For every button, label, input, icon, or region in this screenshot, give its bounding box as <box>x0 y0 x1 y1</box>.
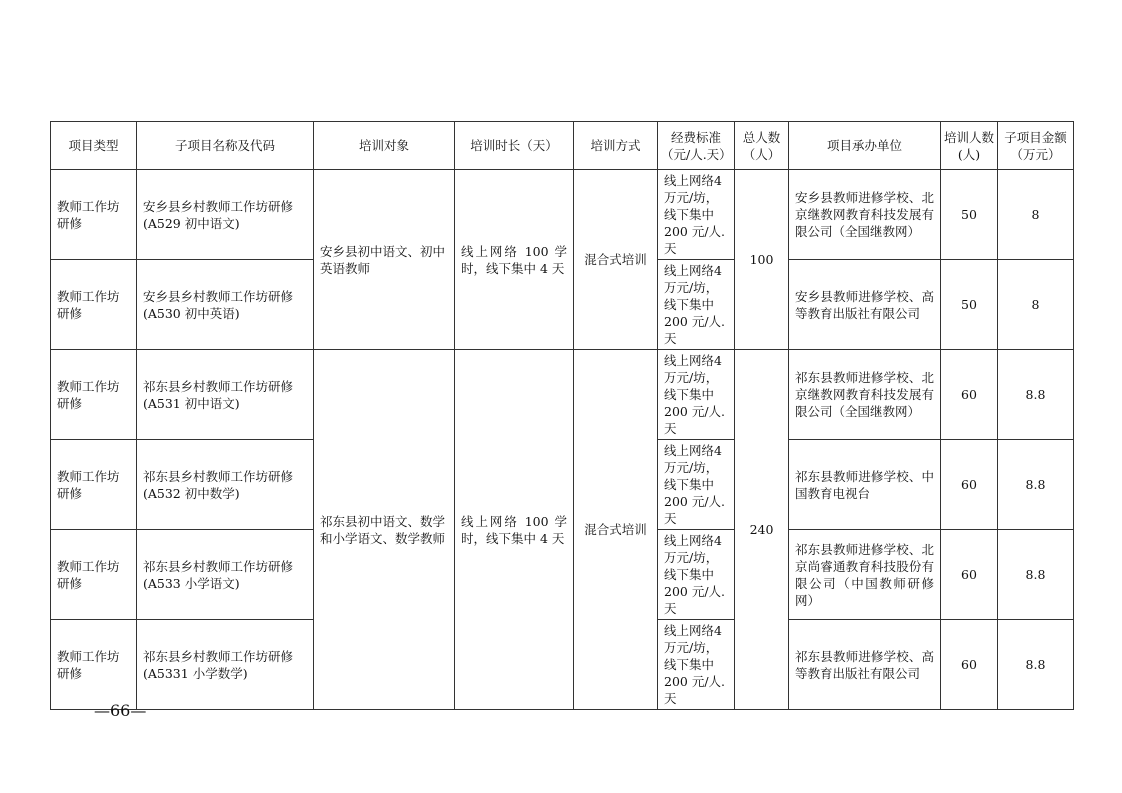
header-subproject-amount: 子项目金额（万元） <box>998 122 1074 170</box>
header-trainee-count: 培训人数(人) <box>941 122 998 170</box>
header-cost-standard: 经费标准（元/人.天） <box>658 122 735 170</box>
subproject-amount-cell: 8.8 <box>998 620 1074 710</box>
organizer-cell: 安乡县教师进修学校、北京继教网教育科技发展有限公司（全国继教网） <box>789 170 941 260</box>
header-training-duration: 培训时长（天） <box>455 122 574 170</box>
subproject-name-cell: 安乡县乡村教师工作坊研修(A530 初中英语) <box>137 260 314 350</box>
training-target-cell: 安乡县初中语文、初中英语教师 <box>314 170 455 350</box>
cost-standard-cell: 线上网络4万元/坊，线下集中 200 元/人.天 <box>658 350 735 440</box>
cost-standard-cell: 线上网络4万元/坊，线下集中 200 元/人.天 <box>658 260 735 350</box>
organizer-cell: 安乡县教师进修学校、高等教育出版社有限公司 <box>789 260 941 350</box>
page-number: —66— <box>94 701 147 720</box>
training-method-cell: 混合式培训 <box>574 170 658 350</box>
subproject-name-cell: 祁东县乡村教师工作坊研修(A533 小学语文) <box>137 530 314 620</box>
organizer-cell: 祁东县教师进修学校、中国教育电视台 <box>789 440 941 530</box>
trainee-count-cell: 60 <box>941 440 998 530</box>
trainee-count-cell: 60 <box>941 530 998 620</box>
organizer-cell: 祁东县教师进修学校、高等教育出版社有限公司 <box>789 620 941 710</box>
header-project-type: 项目类型 <box>51 122 137 170</box>
header-subproject-name: 子项目名称及代码 <box>137 122 314 170</box>
project-type-cell: 教师工作坊研修 <box>51 530 137 620</box>
training-duration-cell: 线上网络 100 学时，线下集中 4 天 <box>455 350 574 710</box>
project-type-cell: 教师工作坊研修 <box>51 170 137 260</box>
training-method-cell: 混合式培训 <box>574 350 658 710</box>
header-organizer: 项目承办单位 <box>789 122 941 170</box>
table-row <box>51 170 1074 260</box>
trainee-count-cell: 50 <box>941 260 998 350</box>
subproject-name-cell: 祁东县乡村教师工作坊研修(A5331 小学数学) <box>137 620 314 710</box>
subproject-amount-cell: 8 <box>998 260 1074 350</box>
trainee-count-cell: 50 <box>941 170 998 260</box>
total-people-cell: 240 <box>735 350 789 710</box>
cost-standard-cell: 线上网络4万元/坊，线下集中 200 元/人.天 <box>658 440 735 530</box>
cost-standard-cell: 线上网络4万元/坊，线下集中 200 元/人.天 <box>658 530 735 620</box>
project-type-cell: 教师工作坊研修 <box>51 350 137 440</box>
project-type-cell: 教师工作坊研修 <box>51 260 137 350</box>
total-people-cell: 100 <box>735 170 789 350</box>
trainee-count-cell: 60 <box>941 350 998 440</box>
header-total-people: 总人数（人） <box>735 122 789 170</box>
subproject-amount-cell: 8.8 <box>998 530 1074 620</box>
cost-standard-cell: 线上网络4万元/坊，线下集中 200 元/人.天 <box>658 620 735 710</box>
trainee-count-cell: 60 <box>941 620 998 710</box>
training-target-cell: 祁东县初中语文、数学和小学语文、数学教师 <box>314 350 455 710</box>
cost-standard-cell: 线上网络4万元/坊，线下集中 200 元/人.天 <box>658 170 735 260</box>
training-project-table <box>50 121 1074 710</box>
subproject-amount-cell: 8.8 <box>998 440 1074 530</box>
subproject-amount-cell: 8 <box>998 170 1074 260</box>
organizer-cell: 祁东县教师进修学校、北京继教网教育科技发展有限公司（全国继教网） <box>789 350 941 440</box>
header-row <box>51 122 1074 170</box>
project-type-cell: 教师工作坊研修 <box>51 440 137 530</box>
subproject-name-cell: 安乡县乡村教师工作坊研修(A529 初中语文) <box>137 170 314 260</box>
subproject-amount-cell: 8.8 <box>998 350 1074 440</box>
project-type-cell: 教师工作坊研修 <box>51 620 137 710</box>
training-duration-cell: 线上网络 100 学时，线下集中 4 天 <box>455 170 574 350</box>
header-training-method: 培训方式 <box>574 122 658 170</box>
table-row <box>51 350 1074 440</box>
organizer-cell: 祁东县教师进修学校、北京尚睿通教育科技股份有限公司（中国教师研修网） <box>789 530 941 620</box>
header-training-target: 培训对象 <box>314 122 455 170</box>
subproject-name-cell: 祁东县乡村教师工作坊研修(A532 初中数学) <box>137 440 314 530</box>
subproject-name-cell: 祁东县乡村教师工作坊研修(A531 初中语文) <box>137 350 314 440</box>
